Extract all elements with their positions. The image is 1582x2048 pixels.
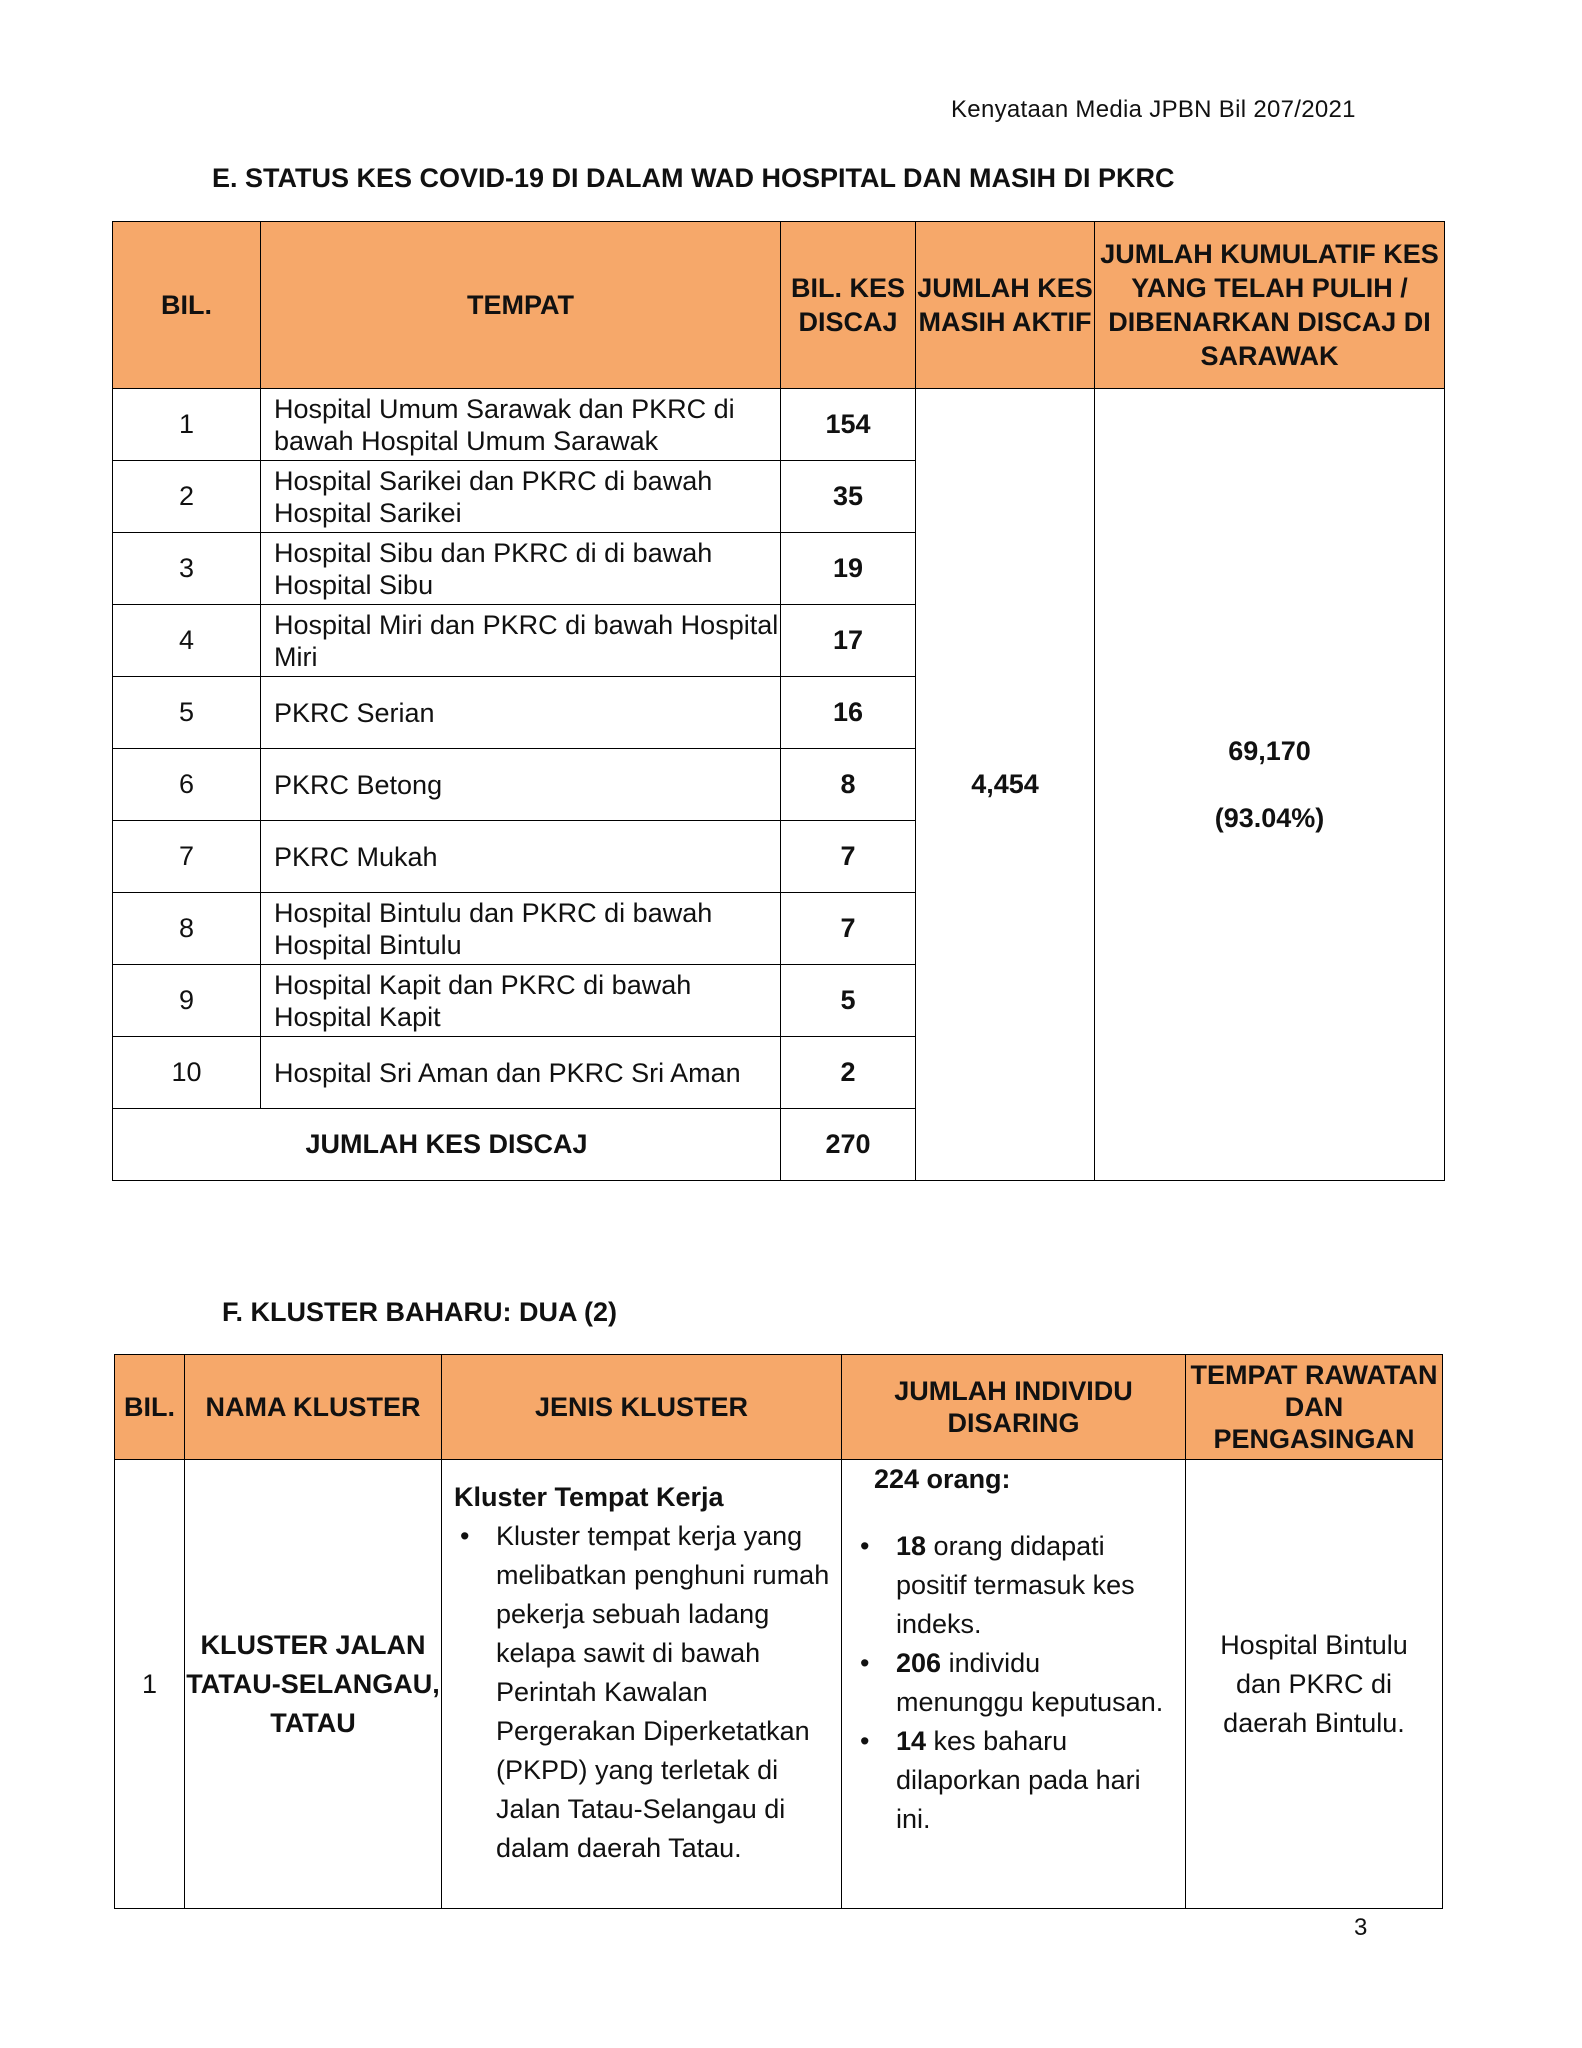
cluster-type — [442, 1460, 842, 1909]
total-value: 270 — [781, 1109, 916, 1181]
table-row — [113, 389, 1445, 461]
row-discaj: 5 — [781, 965, 916, 1037]
header-tempat: TEMPAT — [261, 222, 781, 389]
screened-text: individu menunggu keputusan. — [896, 1648, 1164, 1717]
list-item — [854, 1527, 1175, 1644]
header-bil: BIL. — [113, 222, 261, 389]
row-bil: 7 — [113, 821, 261, 893]
screened-total: 224 orang: — [874, 1464, 1011, 1494]
row-bil: 2 — [113, 461, 261, 533]
section-f-title: F. KLUSTER BAHARU: DUA (2) — [222, 1297, 617, 1327]
row-discaj: 35 — [781, 461, 916, 533]
screened-individuals — [842, 1460, 1186, 1909]
table-row — [115, 1460, 1443, 1909]
row-discaj: 17 — [781, 605, 916, 677]
row-tempat: Hospital Miri dan PKRC di bawah Hospital Miri — [261, 605, 781, 677]
row-bil: 1 — [115, 1460, 185, 1909]
table-header-row — [115, 1355, 1443, 1460]
page-number: 3 — [1354, 1914, 1368, 1941]
screened-list — [854, 1527, 1175, 1839]
row-tempat: Hospital Umum Sarawak dan PKRC di bawah Hospital Umum Sarawak — [261, 389, 781, 461]
row-discaj: 2 — [781, 1037, 916, 1109]
header-aktif: JUMLAH KES MASIH AKTIF — [916, 222, 1095, 389]
screened-text: kes baharu dilaporkan pada hari ini. — [896, 1726, 1141, 1834]
screened-count: 18 — [896, 1531, 927, 1561]
list-item: • Kluster tempat kerja yang melibatkan penghuni rumah pekerja sebuah ladang kelapa sawit di bawah Perintah Kawalan Pergerakan Diperketatkan (PKPD) yang terletak di Jalan Tatau-Selangau di dalam daerah Tatau. — [454, 1517, 831, 1868]
row-discaj: 7 — [781, 821, 916, 893]
document-reference: Kenyataan Media JPBN Bil 207/2021 — [951, 96, 1356, 123]
section-e-title: E. STATUS KES COVID-19 DI DALAM WAD HOSPITAL DAN MASIH DI PKRC — [212, 163, 1175, 193]
row-tempat: PKRC Betong — [261, 749, 781, 821]
treatment-place: Hospital Bintulu dan PKRC di daerah Bintulu. — [1186, 1460, 1443, 1909]
row-discaj: 19 — [781, 533, 916, 605]
row-tempat: PKRC Serian — [261, 677, 781, 749]
new-cluster-table — [114, 1354, 1443, 1909]
screened-count: 206 — [896, 1648, 942, 1678]
cumulative-total-value: 69,170 — [1228, 735, 1311, 766]
row-tempat: Hospital Sri Aman dan PKRC Sri Aman — [261, 1037, 781, 1109]
row-tempat: Hospital Sibu dan PKRC di di bawah Hospital Sibu — [261, 533, 781, 605]
header-bil: BIL. — [115, 1355, 185, 1460]
row-bil: 1 — [113, 389, 261, 461]
row-bil: 10 — [113, 1037, 261, 1109]
row-tempat: Hospital Bintulu dan PKRC di bawah Hospital Bintulu — [261, 893, 781, 965]
header-discaj: BIL. KES DISCAJ — [781, 222, 916, 389]
row-discaj: 7 — [781, 893, 916, 965]
row-bil: 3 — [113, 533, 261, 605]
cluster-type-list — [454, 1517, 831, 1868]
cumulative-total-cell — [1095, 389, 1445, 1181]
row-discaj: 154 — [781, 389, 916, 461]
row-bil: 6 — [113, 749, 261, 821]
row-tempat: Hospital Kapit dan PKRC di bawah Hospital Kapit — [261, 965, 781, 1037]
row-bil: 5 — [113, 677, 261, 749]
active-total-cell — [916, 389, 1095, 1181]
cumulative-percentage: (93.04%) — [1214, 802, 1325, 833]
active-total-value: 4,454 — [971, 769, 1039, 799]
header-tempat-rawatan: TEMPAT RAWATAN DAN PENGASINGAN — [1186, 1355, 1443, 1460]
row-tempat: Hospital Sarikei dan PKRC di bawah Hospital Sarikei — [261, 461, 781, 533]
header-kumulatif: JUMLAH KUMULATIF KES YANG TELAH PULIH / DIBENARKAN DISCAJ DI SARAWAK — [1095, 222, 1445, 389]
cluster-name: KLUSTER JALAN TATAU-SELANGAU, TATAU — [185, 1460, 442, 1909]
row-bil: 4 — [113, 605, 261, 677]
cluster-type-lead: Kluster Tempat Kerja — [454, 1482, 724, 1512]
row-bil: 9 — [113, 965, 261, 1037]
row-bil: 8 — [113, 893, 261, 965]
header-jumlah-disaring: JUMLAH INDIVIDU DISARING — [842, 1355, 1186, 1460]
list-item — [854, 1722, 1175, 1839]
total-label: JUMLAH KES DISCAJ — [113, 1109, 781, 1181]
row-discaj: 16 — [781, 677, 916, 749]
table-header-row — [113, 222, 1445, 389]
list-item — [854, 1644, 1175, 1722]
discharge-status-table — [112, 221, 1445, 1181]
row-tempat: PKRC Mukah — [261, 821, 781, 893]
screened-count: 14 — [896, 1726, 927, 1756]
screened-text: orang didapati positif termasuk kes indeks. — [896, 1531, 1135, 1639]
header-nama-kluster: NAMA KLUSTER — [185, 1355, 442, 1460]
header-jenis-kluster: JENIS KLUSTER — [442, 1355, 842, 1460]
row-discaj: 8 — [781, 749, 916, 821]
